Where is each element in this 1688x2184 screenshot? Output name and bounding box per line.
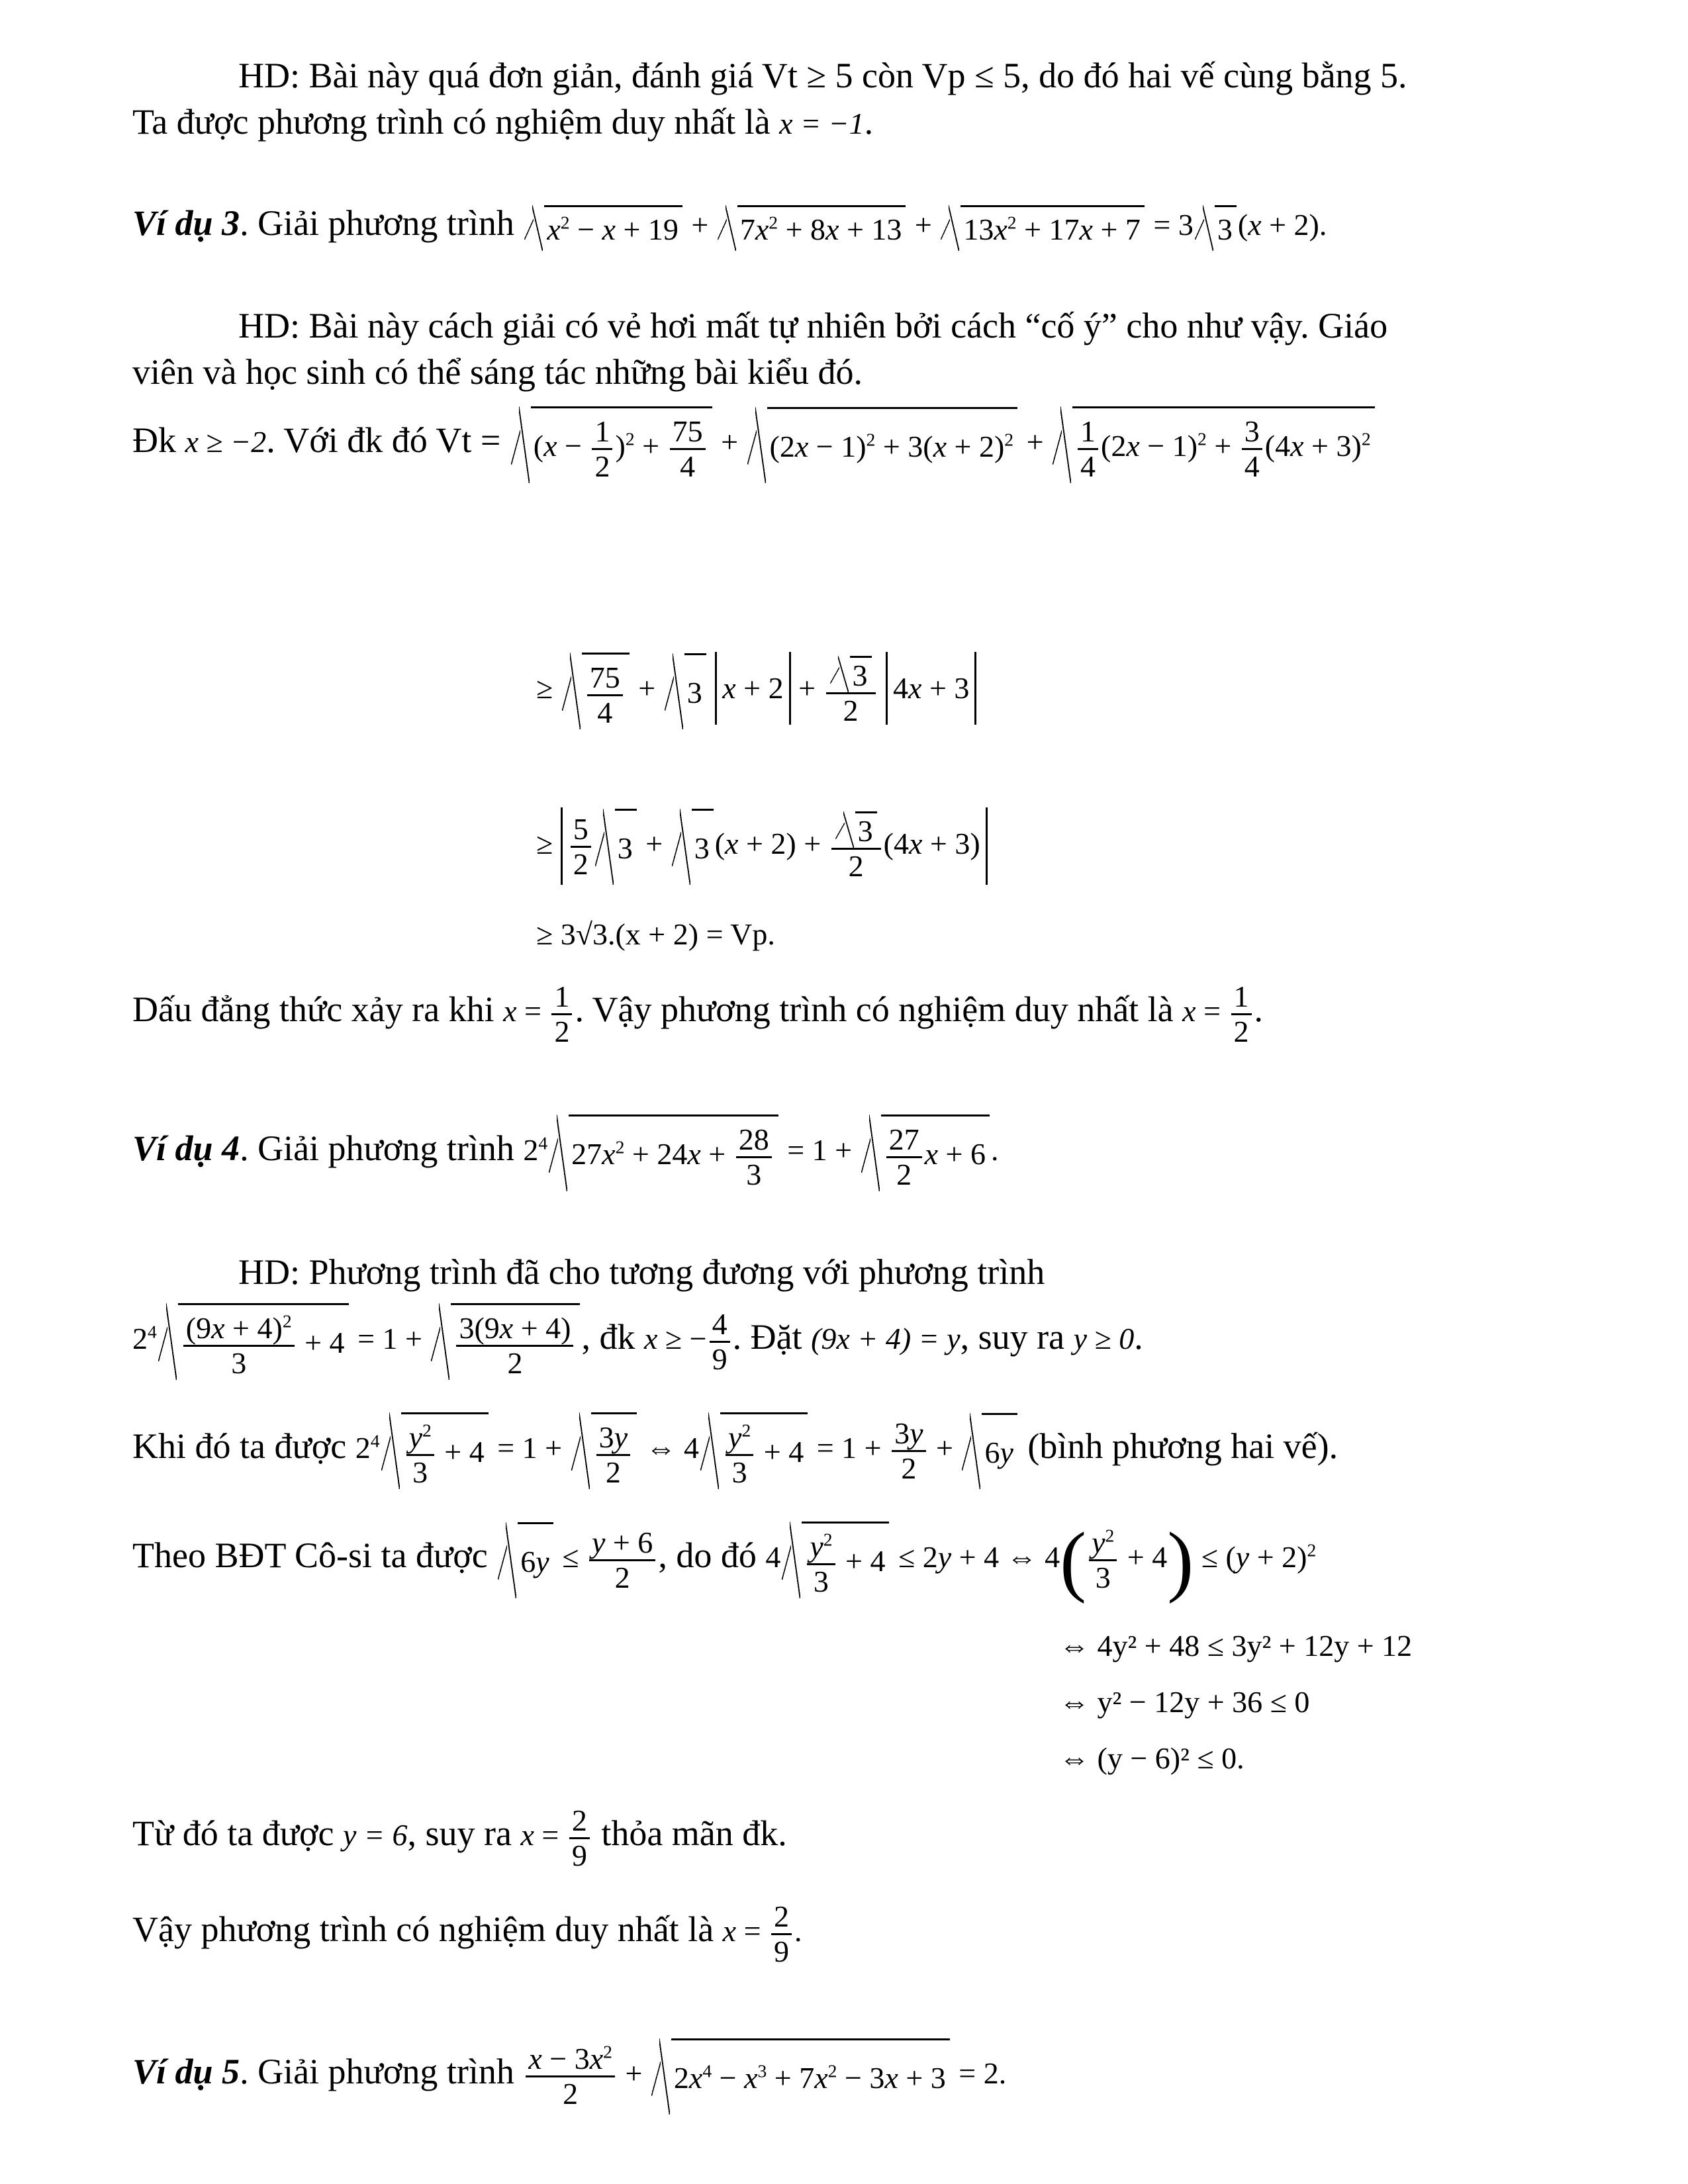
example-3-step1: ≥ $\frac{75}{4}$ + 3 x + 2 + $\frac{3}{2}$ 4x + 3 <box>536 652 976 729</box>
example-4-tudo: Từ đó ta được y = 6, suy ra x = $\frac{2}{9}$ thỏa mãn đk. <box>132 1803 787 1872</box>
example-3-heading: Ví dụ 3. Giải phương trình $x^2 - x + 19 + 7x^2 + 8x + 13 + 13x^2 + 17x + 7 = 3$ 3 (x + 2). <box>132 202 1327 251</box>
example-3-step2: ≥ $\frac{5}{2}$ 3 + 3 (x + 2) + $\frac{3}{2}$ (4x + 3) <box>536 807 988 885</box>
example-4-conclusion: Vậy phương trình có nghiệm duy nhất là x = $\frac{2}{9}$ . <box>132 1899 802 1968</box>
example-3-hd-line2: viên và học sinh có thể sáng tác những bài kiểu đó. <box>132 352 863 392</box>
example-3-equality: Dấu đẳng thức xảy ra khi x = $\frac{1}{2}$ . Vậy phương trình có nghiệm duy nhất là x = $\frac{1}{2}$ . <box>132 979 1264 1048</box>
example-3-step3: ≥ 3√3.(x + 2) = Vp. <box>536 917 775 951</box>
example-4-khido: Khi đó ta được $2^4$ $\frac{y^2}{3}$ + 4 = 1 + $\frac{3y}{2}$ ⇔ 4 $\frac{y^2}{3}$ + 4 = 1 + $\frac{3y}{2}$ + 6y (bình phương hai vế). <box>132 1410 1338 1489</box>
example-4-heading: Ví dụ 4. Giải phương trình $2^4$ $27x^2 + 24x$ + $\frac{28}{3}$ = 1 + $\frac{27}{2}$ x + 6 . <box>132 1112 998 1191</box>
example-5-heading: Ví dụ 5. Giải phương trình $\frac{x - 3x^2}{2}$ + $2x^4 - x^3 + 7x^2 - 3x + 3 = 2$. <box>132 2035 1006 2115</box>
example-4-transform: $2^4$ $\frac{(9x + 4)^2}{3}$ + 4 = 1 + $\frac{3(9x + 4)}{2}$ , đk x ≥ − $\frac{4}{9}$ . Đặt (9x + 4) = y, suy ra y ≥ 0. <box>132 1300 1143 1380</box>
example-3-hd-line1: HD: Bài này cách giải có vẻ hơi mất tự nhiên bởi cách “cố ý” cho như vậy. Giáo <box>238 306 1388 345</box>
example-3-equation: $x^2 - x + 19 + 7x^2 + 8x + 13 + 13x^2 + 17x + 7 = 3$ 3 (x + 2). <box>523 208 1327 242</box>
example-5-label: Ví dụ 5 <box>132 2052 240 2091</box>
example-4-step1: ⇔ 4y² + 48 ≤ 3y² + 12y + 12 <box>1059 1629 1413 1662</box>
example-4-step3: ⇔ (y − 6)² ≤ 0. <box>1059 1741 1244 1775</box>
example-4-cosi: Theo BĐT Cô-si ta được 6y ≤ $\frac{y + 6}{2}$ , do đó 4 $\frac{y^2}{3}$ + 4 ≤ 2y + 4 ⇔ 4( $\frac{y^2}{3}$ + $4) \le (y + 2)^2$ <box>132 1516 1317 1604</box>
hd1-line2: Ta được phương trình có nghiệm duy nhất là x = −1. <box>132 102 874 142</box>
hd1-line1: HD: Bài này quá đơn giản, đánh giá Vt ≥ 5 còn Vp ≤ 5, do đó hai vế cùng bằng 5. <box>238 56 1407 95</box>
example-4-hd-line1: HD: Phương trình đã cho tương đương với phương trình <box>238 1252 1045 1292</box>
example-4-step2: ⇔ y² − 12y + 36 ≤ 0 <box>1059 1685 1310 1719</box>
example-3-label: Ví dụ 3 <box>132 203 240 243</box>
example-4-label: Ví dụ 4 <box>132 1128 240 1168</box>
example-3-condition: Đk x ≥ −2. Với đk đó Vt = (x − $\frac{1}{2}$ )$^2$ + $\frac{75}{4}$ + $(2x - 1)^2 + 3(x + 2)^2$ + $\frac{1}{4}$ $(2x - 1)^2$ + $\frac{3}{4}$ $(4x + 3)^2$ <box>132 404 1376 483</box>
